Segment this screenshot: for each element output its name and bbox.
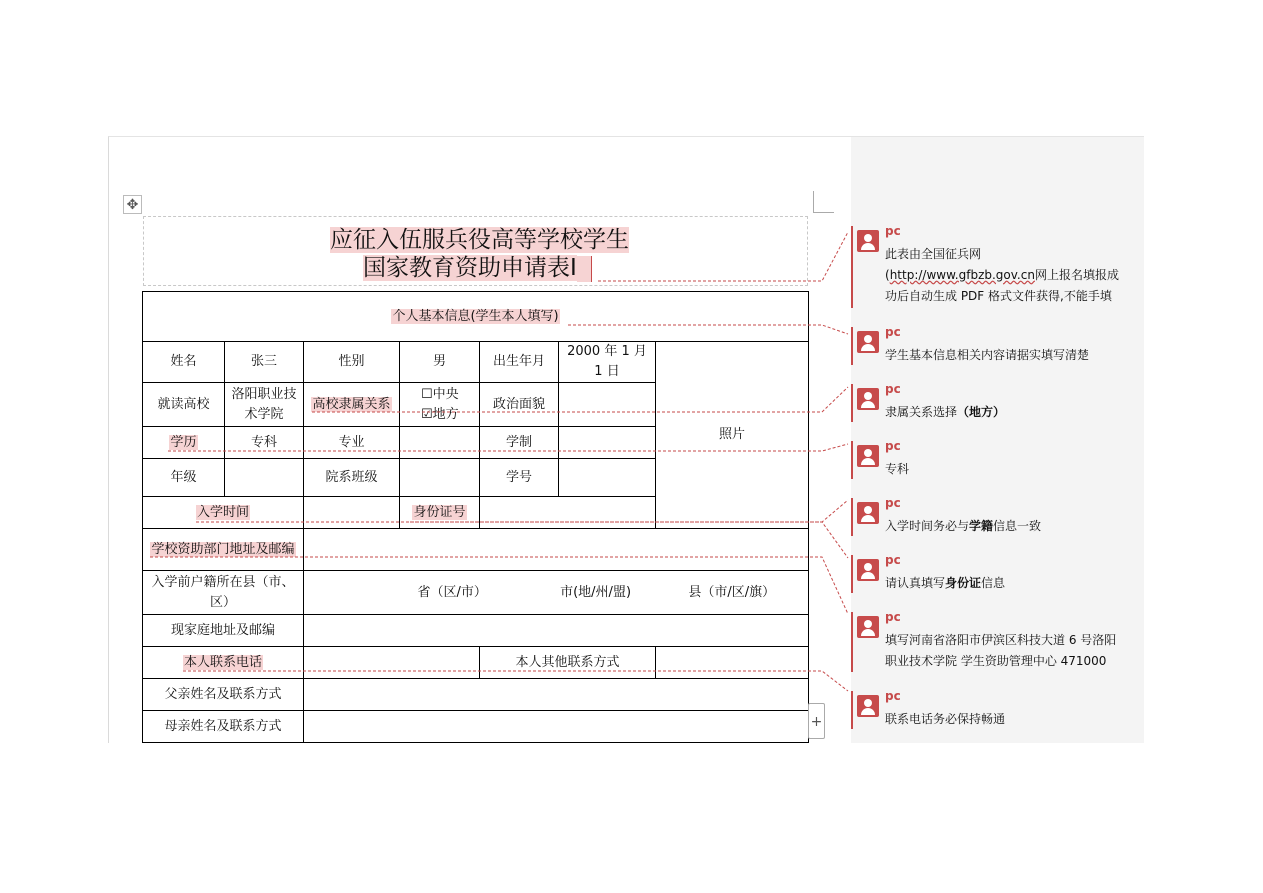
section-header: 个人基本信息(学生本人填写) bbox=[392, 308, 559, 324]
title-line-1: 应征入伍服兵役高等学校学生 bbox=[330, 227, 629, 253]
comment-card-7[interactable] bbox=[851, 612, 1131, 672]
political-label: 政治面貌 bbox=[480, 383, 559, 427]
comment-author: pc bbox=[885, 325, 901, 339]
comment-author: pc bbox=[885, 689, 901, 703]
affiliation-local-checkbox[interactable]: ☑地方 bbox=[421, 406, 459, 422]
leader-8 bbox=[183, 671, 848, 691]
education-field[interactable]: 专科 bbox=[225, 427, 304, 459]
gender-field[interactable]: 男 bbox=[400, 342, 480, 383]
leader-2 bbox=[568, 325, 848, 334]
comment-text: 请认真填写身份证信息 bbox=[885, 576, 1006, 590]
user-avatar-icon bbox=[857, 230, 879, 252]
affiliation-label: 高校隶属关系 bbox=[312, 396, 391, 412]
leader-1 bbox=[598, 232, 848, 281]
name-label: 姓名 bbox=[143, 342, 225, 383]
household-label: 入学前户籍所在县（市、区） bbox=[143, 571, 304, 615]
leader-7 bbox=[150, 557, 848, 614]
birth-field[interactable]: 2000 年 1 月 1 日 bbox=[559, 342, 656, 383]
other-contact-label: 本人其他联系方式 bbox=[480, 647, 656, 679]
comment-card-5[interactable] bbox=[851, 498, 1131, 536]
aid-dept-label: 学校资助部门地址及邮编 bbox=[151, 541, 295, 557]
school-field[interactable]: 洛阳职业技术学院 bbox=[225, 383, 304, 427]
mother-label: 母亲姓名及联系方式 bbox=[143, 711, 304, 743]
gender-label: 性别 bbox=[304, 342, 400, 383]
affiliation-central-checkbox[interactable]: ☐中央 bbox=[421, 386, 459, 402]
leader-5 bbox=[196, 500, 848, 522]
grade-label: 年级 bbox=[143, 459, 225, 497]
comment-text: 专科 bbox=[885, 462, 910, 476]
length-label: 学制 bbox=[480, 427, 559, 459]
comment-card-4[interactable] bbox=[851, 441, 1131, 479]
comment-author: pc bbox=[885, 496, 901, 510]
comment-card-6[interactable] bbox=[851, 555, 1131, 593]
add-row-plus-icon[interactable]: + bbox=[808, 703, 825, 739]
home-label: 现家庭地址及邮编 bbox=[143, 615, 304, 647]
user-avatar-icon bbox=[857, 445, 879, 467]
household-province: 省（区/市） bbox=[417, 584, 487, 600]
phone-label: 本人联系电话 bbox=[183, 654, 262, 670]
dept-label: 院系班级 bbox=[304, 459, 400, 497]
comment-card-3[interactable] bbox=[851, 384, 1131, 422]
comment-author: pc bbox=[885, 610, 901, 624]
user-avatar-icon bbox=[857, 502, 879, 524]
comment-author: pc bbox=[885, 224, 901, 238]
comment-card-8[interactable] bbox=[851, 691, 1131, 729]
comment-text: 学生基本信息相关内容请据实填写清楚 bbox=[885, 348, 1090, 362]
household-county: 县（市/区/旗） bbox=[688, 584, 776, 600]
school-label: 就读高校 bbox=[143, 383, 225, 427]
leader-3 bbox=[312, 387, 848, 412]
photo-cell[interactable]: 照片 bbox=[656, 342, 809, 529]
major-label: 专业 bbox=[304, 427, 400, 459]
comment-author: pc bbox=[885, 382, 901, 396]
comment-text: 联系电话务必保持畅通 bbox=[885, 712, 1006, 726]
comment-card-2[interactable] bbox=[851, 327, 1131, 365]
comment-card-1[interactable] bbox=[851, 226, 1131, 308]
name-field[interactable]: 张三 bbox=[225, 342, 304, 383]
household-city: 市(地/州/盟) bbox=[560, 584, 632, 600]
user-avatar-icon bbox=[857, 331, 879, 353]
id-label: 身份证号 bbox=[413, 504, 466, 520]
comment-author: pc bbox=[885, 553, 901, 567]
birth-label: 出生年月 bbox=[480, 342, 559, 383]
user-avatar-icon bbox=[857, 695, 879, 717]
father-label: 父亲姓名及联系方式 bbox=[143, 679, 304, 711]
leader-6 bbox=[410, 522, 848, 558]
comment-text: 填写河南省洛阳市伊滨区科技大道 6 号洛阳职业技术学院 学生资助管理中心 471000 bbox=[885, 633, 1117, 668]
title-line-2: 国家教育资助申请表Ⅰ bbox=[363, 254, 592, 282]
user-avatar-icon bbox=[857, 388, 879, 410]
user-avatar-icon bbox=[857, 559, 879, 581]
education-label: 学历 bbox=[170, 434, 197, 450]
comment-link[interactable]: http://www.gfbzb.gov.cn bbox=[889, 268, 1035, 282]
comment-text: 隶属关系选择（地方） bbox=[885, 405, 1006, 419]
student-no-label: 学号 bbox=[480, 459, 559, 497]
user-avatar-icon bbox=[857, 616, 879, 638]
leader-4 bbox=[168, 444, 848, 451]
comment-author: pc bbox=[885, 439, 901, 453]
table-move-handle-icon[interactable]: ✥ bbox=[123, 195, 142, 214]
comment-text: 此表由全国征兵网(http://www.gfbzb.gov.cn网上报名填报成功后自动生成 PDF 格式文件获得,不能手填 bbox=[885, 247, 1119, 303]
enroll-label: 入学时间 bbox=[196, 504, 249, 520]
comment-text: 入学时间务必与学籍信息一致 bbox=[885, 519, 1042, 533]
